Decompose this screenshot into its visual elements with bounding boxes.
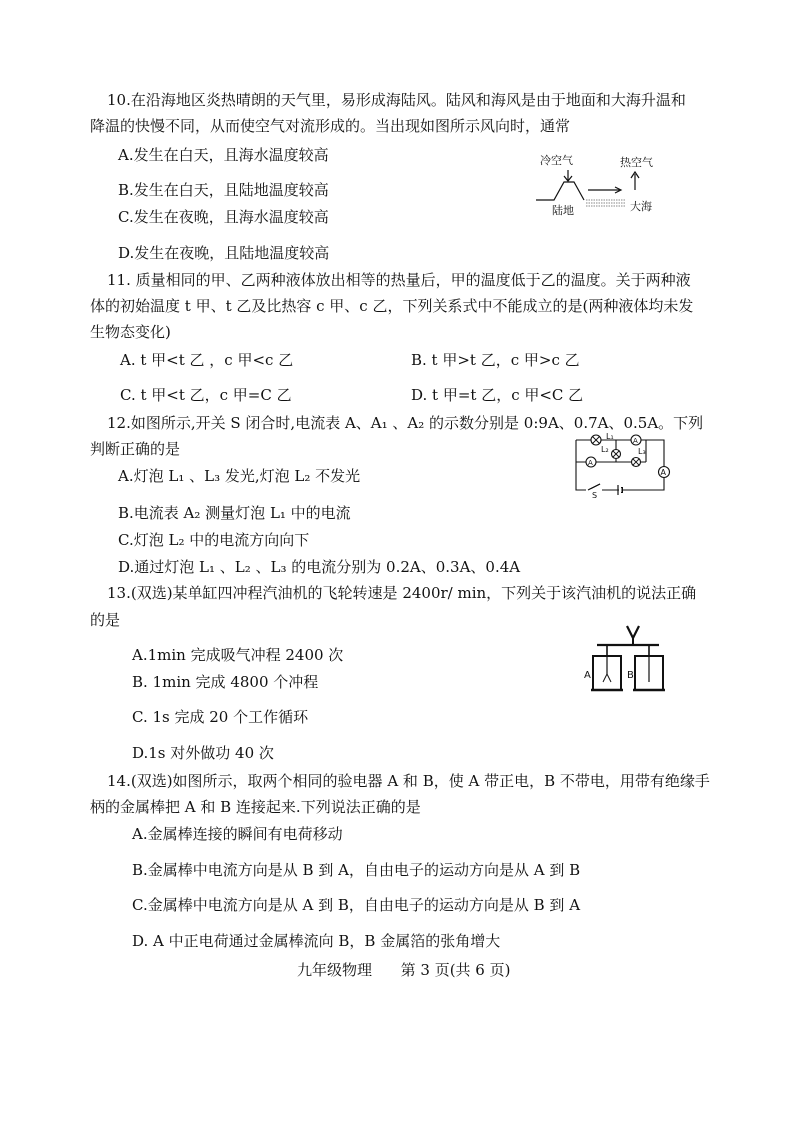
cold-air-label: 冷空气 (540, 154, 573, 167)
switch-label: S (592, 491, 598, 498)
q13-option-c: C. 1s 完成 20 个工作循环 (132, 708, 309, 726)
q12-stem-line-1: 12.如图所示,开关 S 闭合时,电流表 A、A₁ 、A₂ 的示数分别是 0:9A、0.7A、0.5A。下列 (107, 414, 704, 432)
q11-option-b: B. t 甲>t 乙，c 甲>c 乙 (411, 351, 580, 369)
circuit-figure (566, 432, 671, 498)
q10-option-b: B.发生在白天，且陆地温度较高 (118, 181, 329, 199)
q12-option-b: B.电流表 A₂ 测量灯泡 L₁ 中的电流 (118, 504, 351, 522)
lamp-l3-label: L₃ (638, 447, 646, 456)
lamp-l1-label: L₁ (606, 432, 614, 441)
q10-option-d: D.发生在夜晚，且陆地温度较高 (118, 244, 330, 262)
q13-option-d: D.1s 对外做功 40 次 (132, 744, 274, 762)
q12-option-a: A.灯泡 L₁ 、L₃ 发光,灯泡 L₂ 不发光 (118, 467, 361, 485)
q13-option-a: A.1min 完成吸气冲程 2400 次 (132, 646, 344, 664)
q11-option-a: A. t 甲<t 乙 ，c 甲<c 乙 (120, 351, 294, 369)
q13-stem-line-2: 的是 (90, 611, 121, 629)
q10-option-a: A.发生在白天，且海水温度较高 (118, 146, 329, 164)
q14-stem-line-1: 14.(双选)如图所示，取两个相同的验电器 A 和 B，使 A 带正电，B 不带电，用带有绝缘手 (107, 772, 710, 790)
land-profile (536, 182, 584, 200)
q11-option-d: D. t 甲=t 乙，c 甲<C 乙 (411, 386, 584, 404)
ammeter-main-label: A (660, 468, 666, 477)
q12-option-d: D.通过灯泡 L₁ 、L₂ 、L₃ 的电流分别为 0.2A、0.3A、0.4A (118, 558, 521, 576)
lamp-l2-label: L₂ (601, 445, 609, 454)
electroscope-a-label: A (584, 670, 591, 681)
q10-stem-line-1: 10.在沿海地区炎热晴朗的天气里，易形成海陆风。陆风和海风是由于地面和大海升温和 (107, 91, 686, 109)
q14-option-b: B.金属棒中电流方向是从 B 到 A，自由电子的运动方向是从 A 到 B (132, 861, 581, 879)
q14-option-a: A.金属棒连接的瞬间有电荷移动 (132, 825, 343, 843)
ammeter-a1-label: A (633, 437, 638, 445)
q10-option-c: C.发生在夜晚，且海水温度较高 (118, 208, 329, 226)
q11-option-c: C. t 甲<t 乙，c 甲=C 乙 (120, 386, 292, 404)
sea-label: 大海 (630, 200, 652, 213)
q12-option-c: C.灯泡 L₂ 中的电流方向向下 (118, 531, 310, 549)
land-label: 陆地 (552, 204, 574, 217)
electroscope-figure (583, 622, 675, 698)
q13-option-b: B. 1min 完成 4800 个冲程 (132, 673, 319, 691)
q11-stem-line-3: 生物态变化) (90, 323, 171, 341)
q14-option-d: D. A 中正电荷通过金属棒流向 B，B 金属箔的张角增大 (132, 932, 501, 950)
q12-stem-line-2: 判断正确的是 (90, 440, 181, 458)
q13-stem-line-1: 13.(双选)某单缸四冲程汽油机的飞轮转速是 2400r/ min，下列关于该汽油机的说法正确 (107, 584, 697, 602)
page-footer: 九年级物理 第 3 页(共 6 页) (297, 961, 511, 979)
q11-stem-line-1: 11. 质量相同的甲、乙两种液体放出相等的热量后，甲的温度低于乙的温度。关于两种液 (107, 271, 691, 289)
q10-stem-line-2: 降温的快慢不同，从而使空气对流形成的。当出现如图所示风向时，通常 (90, 117, 571, 135)
ammeter-a2-label: A (588, 459, 593, 467)
sea-land-breeze-figure (530, 150, 680, 222)
q11-stem-line-2: 体的初始温度 t 甲、t 乙及比热容 c 甲、c 乙，下列关系式中不能成立的是(两种液体均未发 (90, 297, 694, 315)
electroscope-b-label: B (627, 670, 634, 681)
q14-option-c: C.金属棒中电流方向是从 A 到 B，自由电子的运动方向是从 B 到 A (132, 896, 581, 914)
hot-air-label: 热空气 (620, 156, 653, 169)
q14-stem-line-2: 柄的金属棒把 A 和 B 连接起来.下列说法正确的是 (90, 798, 421, 816)
